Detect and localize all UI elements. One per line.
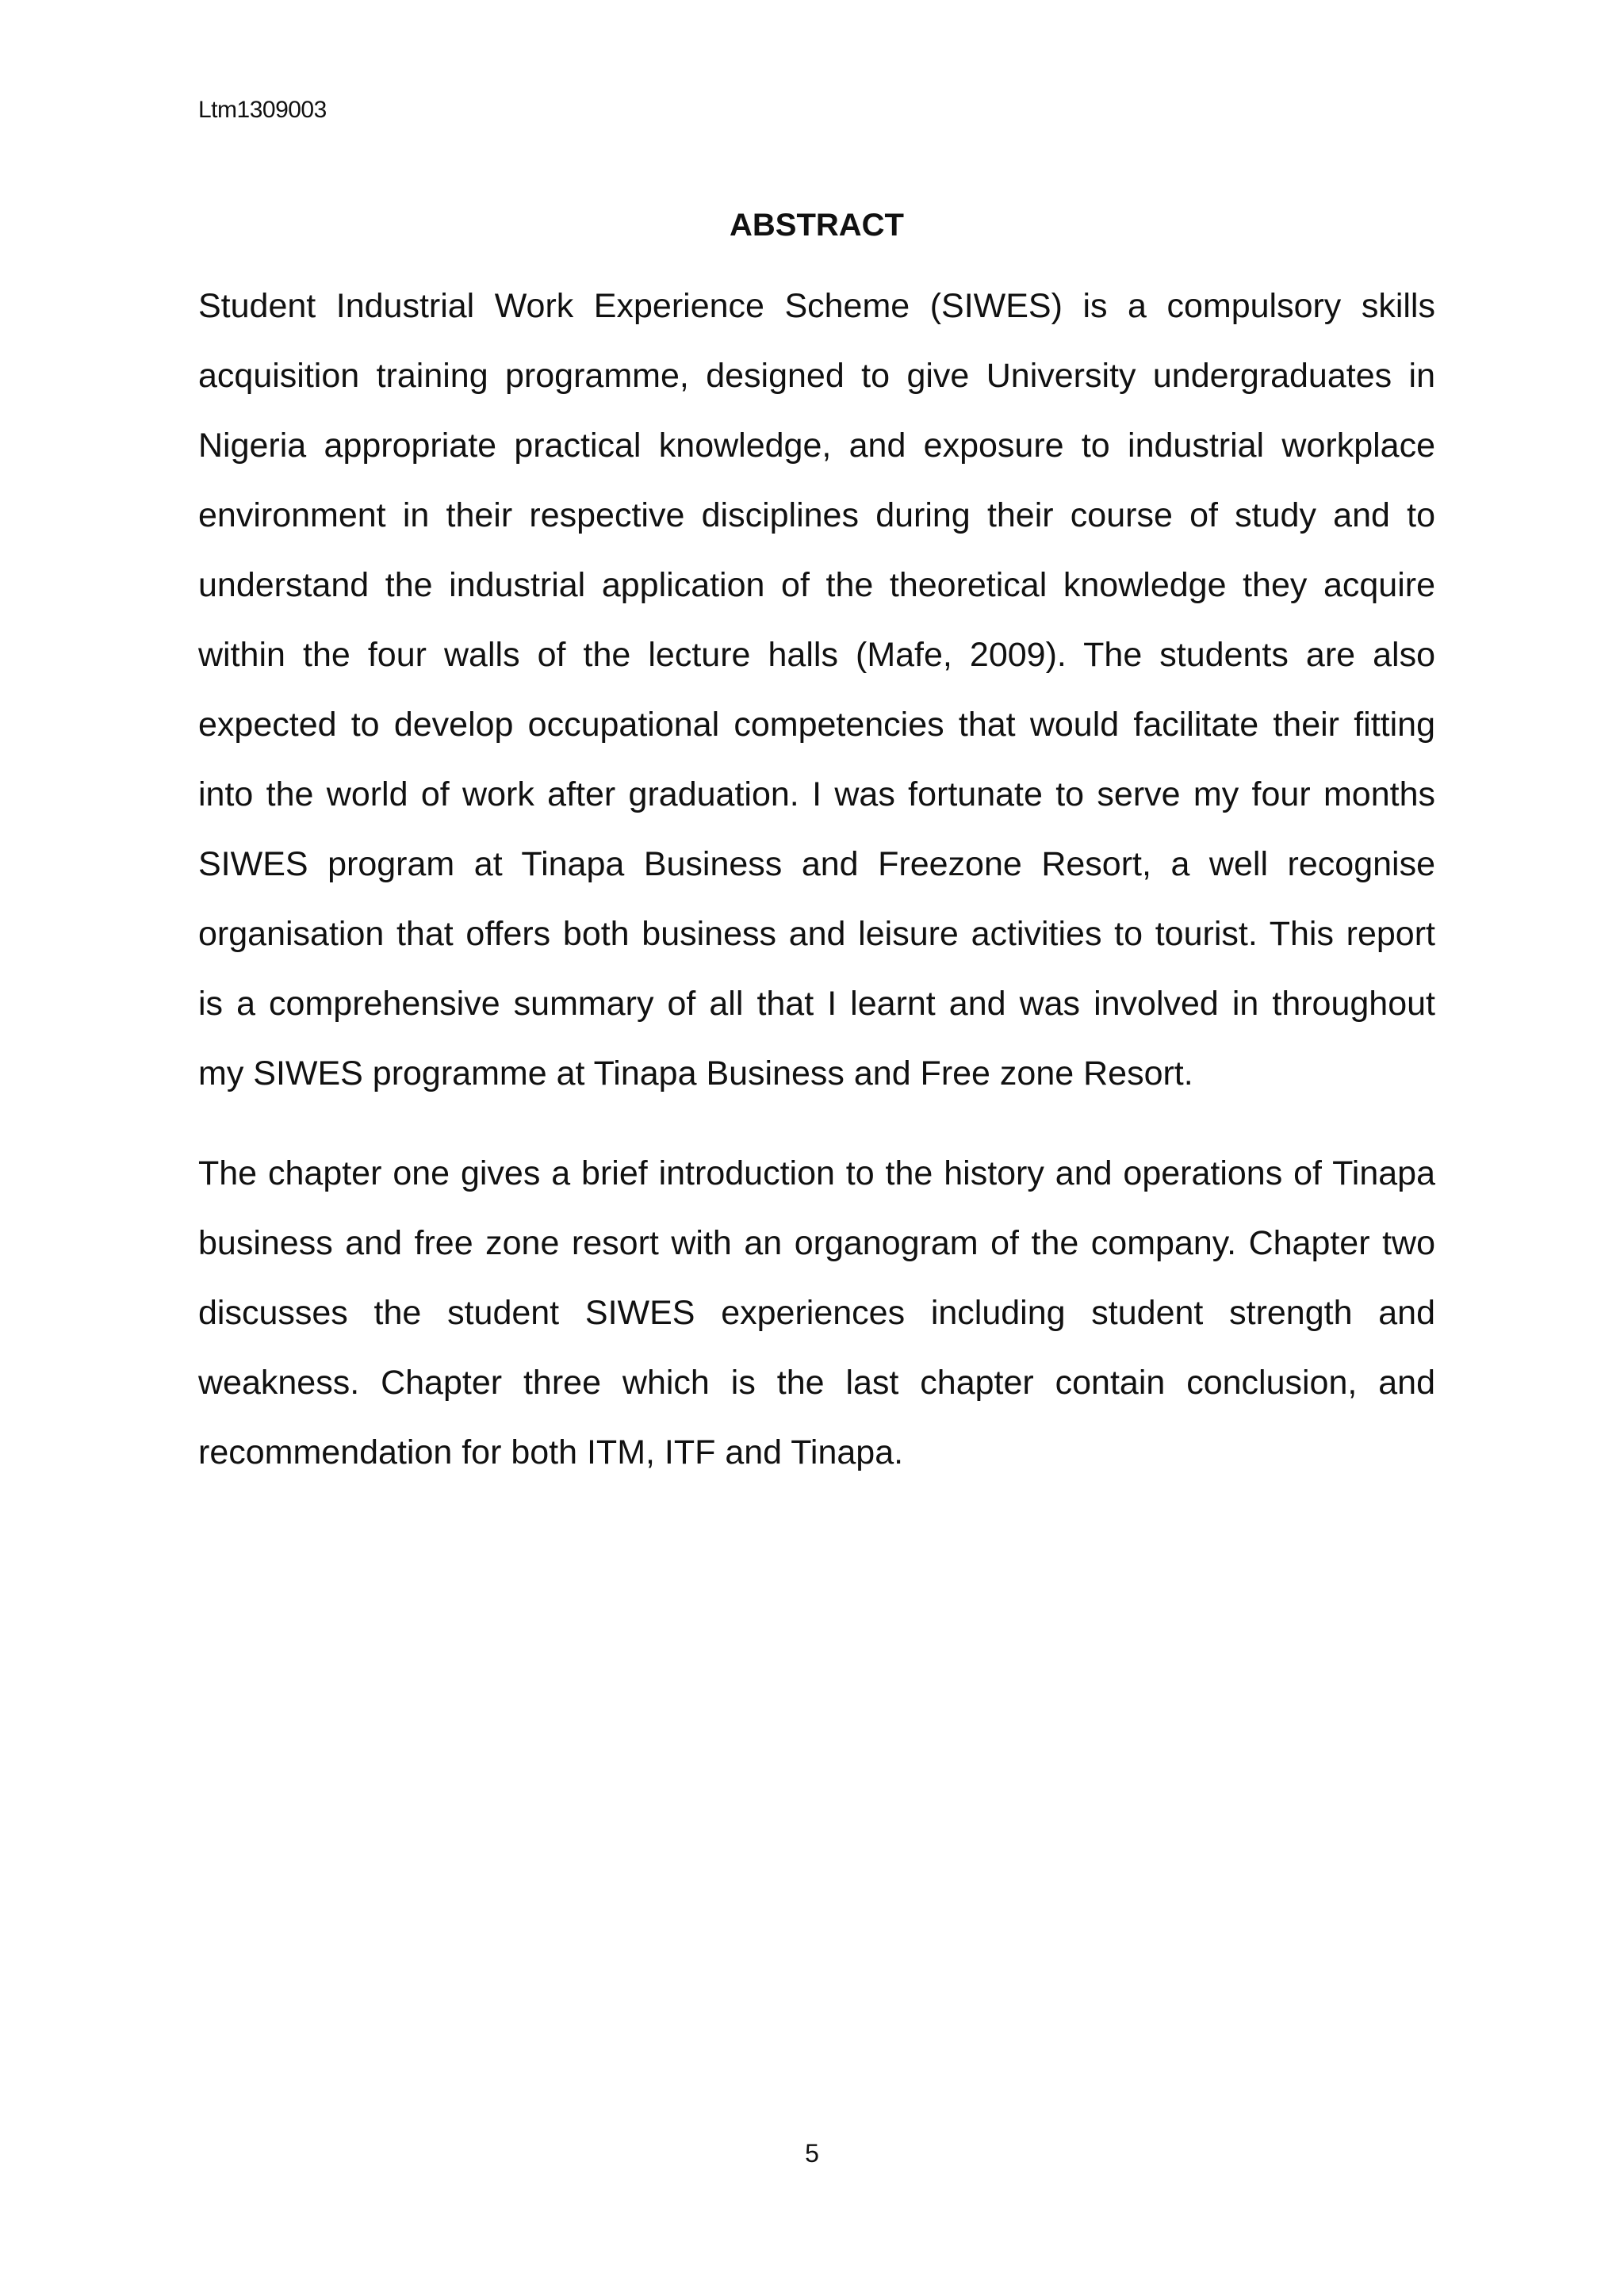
page-number: 5 bbox=[805, 2139, 819, 2168]
page-title: ABSTRACT bbox=[730, 208, 904, 243]
abstract-paragraph-2: The chapter one gives a brief introduction to the history and operations of Tinapa business and free zone resort with an organogram of the company. Chapter two discusses the student SIWES experiences including student strength and weakness. Chapter three which is the last chapter contain conclusion, and recommendation for both ITM, ITF and Tinapa. bbox=[198, 1154, 1435, 1471]
header-document-id: Ltm1309003 bbox=[198, 97, 327, 123]
abstract-paragraph-1: Student Industrial Work Experience Scheme (SIWES) is a compulsory skills acquisition training programme, designed to give University undergraduates in Nigeria appropriate practical knowledge, and exposure to industrial workplace environment in their respective disciplines during their course of study and to understand the industrial application of the theoretical knowledge they acquire within the four walls of the lecture halls (Mafe, 2009). The students are also expected to develop occupational competencies that would facilitate their fitting into the world of work after graduation. I was fortunate to serve my four months SIWES program at Tinapa Business and Freezone Resort, a well recognise organisation that offers both business and leisure activities to tourist. This report is a comprehensive summary of all that I learnt and was involved in throughout my SIWES programme at Tinapa Business and Free zone Resort. bbox=[198, 287, 1435, 1093]
